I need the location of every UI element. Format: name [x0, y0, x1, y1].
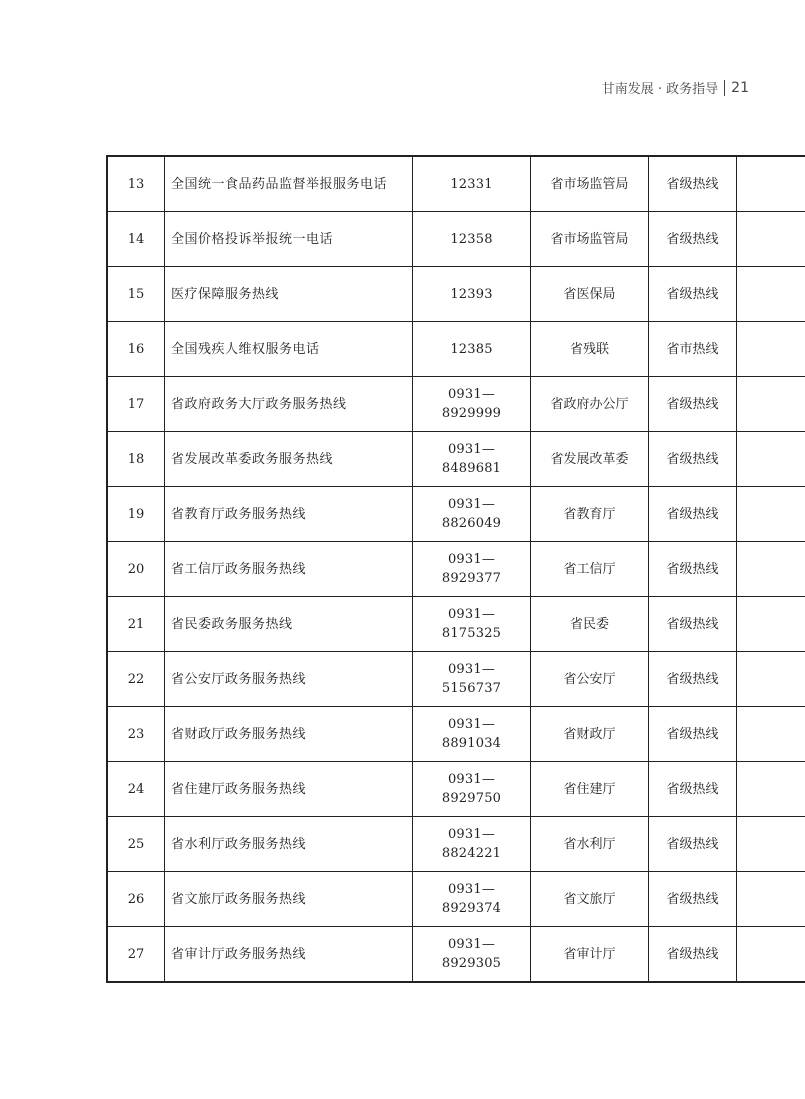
department-cell: 省教育厅 [531, 487, 649, 542]
hotline-level-cell: 省级热线 [649, 762, 737, 817]
hotline-level-cell: 省级热线 [649, 212, 737, 267]
hotline-name-cell: 医疗保障服务热线 [165, 267, 413, 322]
table-row [107, 156, 805, 212]
hotline-level-cell: 省级热线 [649, 377, 737, 432]
table-row [107, 872, 805, 927]
note-cell [737, 432, 805, 487]
row-number-cell: 19 [107, 487, 165, 542]
department-cell: 省政府办公厅 [531, 377, 649, 432]
department-cell: 省残联 [531, 322, 649, 377]
table-row [107, 542, 805, 597]
note-cell [737, 652, 805, 707]
department-cell: 省公安厅 [531, 652, 649, 707]
hotline-level-cell: 省级热线 [649, 707, 737, 762]
hotline-name-cell: 省民委政务服务热线 [165, 597, 413, 652]
phone-number-cell: 0931—8826049 [413, 487, 531, 542]
hotline-level-cell: 省级热线 [649, 652, 737, 707]
hotline-name-cell: 省住建厅政务服务热线 [165, 762, 413, 817]
department-cell: 省医保局 [531, 267, 649, 322]
table-row [107, 377, 805, 432]
row-number-cell: 26 [107, 872, 165, 927]
note-cell [737, 872, 805, 927]
row-number-cell: 17 [107, 377, 165, 432]
row-number-cell: 16 [107, 322, 165, 377]
table-row [107, 817, 805, 872]
row-number-cell: 21 [107, 597, 165, 652]
table-row [107, 762, 805, 817]
publication-title: 甘南发展 · 政务指导 [601, 82, 719, 97]
phone-number-cell: 0931—8824221 [413, 817, 531, 872]
department-cell: 省审计厅 [531, 927, 649, 983]
phone-number-cell: 0931—8489681 [413, 432, 531, 487]
department-cell: 省财政厅 [531, 707, 649, 762]
hotline-table-body [107, 156, 805, 982]
note-cell [737, 707, 805, 762]
department-cell: 省民委 [531, 597, 649, 652]
row-number-cell: 20 [107, 542, 165, 597]
hotline-level-cell: 省级热线 [649, 597, 737, 652]
phone-number-cell: 0931—8929305 [413, 927, 531, 983]
row-number-cell: 13 [107, 156, 165, 212]
hotline-level-cell: 省级热线 [649, 872, 737, 927]
note-cell [737, 156, 805, 212]
table-row [107, 212, 805, 267]
table-row [107, 652, 805, 707]
hotline-name-cell: 省财政厅政务服务热线 [165, 707, 413, 762]
note-cell [737, 817, 805, 872]
header-divider [724, 80, 725, 96]
department-cell: 省水利厅 [531, 817, 649, 872]
hotline-level-cell: 省级热线 [649, 267, 737, 322]
table-row [107, 322, 805, 377]
note-cell [737, 597, 805, 652]
hotline-level-cell: 省级热线 [649, 156, 737, 212]
department-cell: 省市场监管局 [531, 212, 649, 267]
row-number-cell: 22 [107, 652, 165, 707]
phone-number-cell: 0931—8891034 [413, 707, 531, 762]
row-number-cell: 25 [107, 817, 165, 872]
hotline-name-cell: 全国统一食品药品监督举报服务电话 [165, 156, 413, 212]
hotline-name-cell: 省水利厅政务服务热线 [165, 817, 413, 872]
phone-number-cell: 12331 [413, 156, 531, 212]
hotline-level-cell: 省级热线 [649, 487, 737, 542]
table-row [107, 927, 805, 983]
table-row [107, 597, 805, 652]
department-cell: 省发展改革委 [531, 432, 649, 487]
department-cell: 省文旅厅 [531, 872, 649, 927]
phone-number-cell: 0931—8175325 [413, 597, 531, 652]
hotline-level-cell: 省级热线 [649, 817, 737, 872]
phone-number-cell: 0931—8929374 [413, 872, 531, 927]
row-number-cell: 23 [107, 707, 165, 762]
page-number: 21 [731, 79, 749, 96]
hotline-name-cell: 全国残疾人维权服务电话 [165, 322, 413, 377]
note-cell [737, 762, 805, 817]
note-cell [737, 487, 805, 542]
phone-number-cell: 12393 [413, 267, 531, 322]
hotline-name-cell: 省发展改革委政务服务热线 [165, 432, 413, 487]
table-row [107, 432, 805, 487]
hotline-level-cell: 省市热线 [649, 322, 737, 377]
row-number-cell: 15 [107, 267, 165, 322]
phone-number-cell: 0931—8929750 [413, 762, 531, 817]
row-number-cell: 24 [107, 762, 165, 817]
table-row [107, 267, 805, 322]
page-header [602, 78, 749, 97]
note-cell [737, 267, 805, 322]
hotline-level-cell: 省级热线 [649, 927, 737, 983]
hotline-level-cell: 省级热线 [649, 542, 737, 597]
note-cell [737, 322, 805, 377]
note-cell [737, 212, 805, 267]
phone-number-cell: 0931—8929377 [413, 542, 531, 597]
table-row [107, 487, 805, 542]
hotline-name-cell: 省审计厅政务服务热线 [165, 927, 413, 983]
hotline-name-cell: 省文旅厅政务服务热线 [165, 872, 413, 927]
row-number-cell: 18 [107, 432, 165, 487]
hotline-table [106, 155, 805, 983]
hotline-name-cell: 省政府政务大厅政务服务热线 [165, 377, 413, 432]
note-cell [737, 927, 805, 983]
note-cell [737, 377, 805, 432]
phone-number-cell: 12358 [413, 212, 531, 267]
table-row [107, 707, 805, 762]
row-number-cell: 14 [107, 212, 165, 267]
hotline-name-cell: 省工信厅政务服务热线 [165, 542, 413, 597]
hotline-name-cell: 省教育厅政务服务热线 [165, 487, 413, 542]
hotline-name-cell: 全国价格投诉举报统一电话 [165, 212, 413, 267]
phone-number-cell: 0931—5156737 [413, 652, 531, 707]
phone-number-cell: 12385 [413, 322, 531, 377]
note-cell [737, 542, 805, 597]
department-cell: 省住建厅 [531, 762, 649, 817]
row-number-cell: 27 [107, 927, 165, 983]
hotline-level-cell: 省级热线 [649, 432, 737, 487]
department-cell: 省工信厅 [531, 542, 649, 597]
hotline-name-cell: 省公安厅政务服务热线 [165, 652, 413, 707]
department-cell: 省市场监管局 [531, 156, 649, 212]
phone-number-cell: 0931—8929999 [413, 377, 531, 432]
